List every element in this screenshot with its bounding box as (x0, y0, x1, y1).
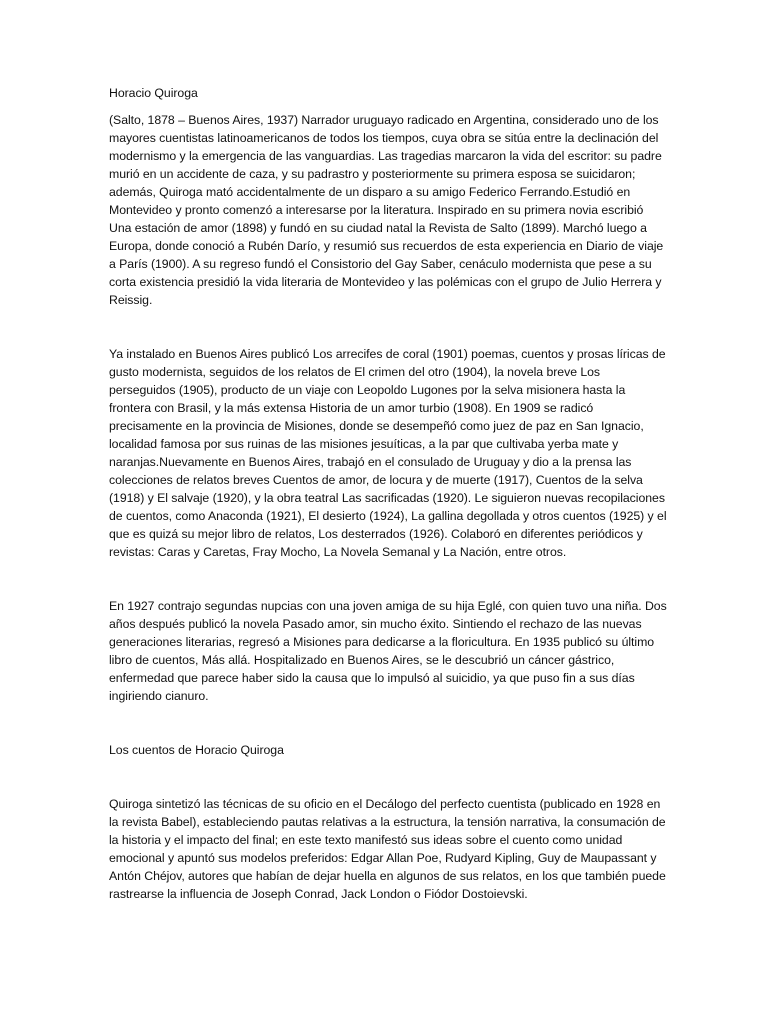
spacer (109, 102, 669, 111)
section-title: Los cuentos de Horacio Quiroga (109, 743, 284, 757)
paragraph-cuentos: Quiroga sintetizó las técnicas de su oficio en el Decálogo del perfecto cuentista (publicado en 1928 en la revista Babel), estableciendo pautas relativas a la estructura, la tensión narrativa, la consumación de la historia y el impacto del final; en este texto manifestó sus ideas sobre el cuento como unidad emocional y apuntó sus modelos preferidos: Edgar Allan Poe, Rudyard Kipling, Guy de Maupassant y Antón Chéjov, autores que habían de dejar huella en algunos de sus relatos, en los que también puede rastrearse la influencia de Joseph Conrad, Jack London o Fiódor Dostoievski. (109, 797, 666, 901)
paragraph-buenos-aires: Ya instalado en Buenos Aires publicó Los arrecifes de coral (1901) poemas, cuentos y prosas líricas de gusto modernista, seguidos de los relatos de El crimen del otro (1904), la novela breve Los perseguidos (1905), producto de un viaje con Leopoldo Lugones por la selva misionera hasta la frontera con Brasil, y la más extensa Historia de un amor turbio (1908). En 1909 se radicó precisamente en la provincia de Misiones, donde se desempeñó como juez de paz en San Ignacio, localidad famosa por sus ruinas de las misiones jesuíticas, a la par que cultivaba yerba mate y naranjas.Nuevamente en Buenos Aires, trabajó en el consulado de Uruguay y dio a la prensa las colecciones de relatos breves Cuentos de amor, de locura y de muerte (1917), Cuentos de la selva (1918) y El salvaje (1920), y la obra teatral Las sacrificadas (1920). Le siguieron nuevas recopilaciones de cuentos, como Anaconda (1921), El desierto (1924), La gallina degollada y otros cuentos (1925) y el que es quizá su mejor libro de relatos, Los desterrados (1926). Colaboró en diferentes periódicos y revistas: Caras y Caretas, Fray Mocho, La Novela Semanal y La Nación, entre otros. (109, 347, 667, 559)
document-page (109, 84, 669, 903)
spacer (109, 705, 669, 741)
document-title: Horacio Quiroga (109, 86, 198, 100)
spacer (109, 759, 669, 795)
paragraph-biography: (Salto, 1878 – Buenos Aires, 1937) Narrador uruguayo radicado en Argentina, considerado uno de los mayores cuentistas latinoamericanos de todos los tiempos, cuya obra se sitúa entre la declinación del modernismo y la emergencia de las vanguardias. Las tragedias marcaron la vida del escritor: su padre murió en un accidente de caza, y su padrastro y posteriormente su primera esposa se suicidaron; además, Quiroga mató accidentalmente de un disparo a su amigo Federico Ferrando.Estudió en Montevideo y pronto comenzó a interesarse por la literatura. Inspirado en su primera novia escribió Una estación de amor (1898) y fundó en su ciudad natal la Revista de Salto (1899). Marchó luego a Europa, donde conoció a Rubén Darío, y resumió sus recuerdos de esta experiencia en Diario de viaje a París (1900). A su regreso fundó el Consistorio del Gay Saber, cenáculo modernista que pese a su corta existencia presidió la vida literaria de Montevideo y las polémicas con el grupo de Julio Herrera y Reissig. (109, 113, 664, 307)
paragraph-later-life: En 1927 contrajo segundas nupcias con una joven amiga de su hija Eglé, con quien tuvo una niña. Dos años después publicó la novela Pasado amor, sin mucho éxito. Sintiendo el rechazo de las nuevas generaciones literarias, regresó a Misiones para dedicarse a la floricultura. En 1935 publicó su último libro de cuentos, Más allá. Hospitalizado en Buenos Aires, se le descubrió un cáncer gástrico, enfermedad que parece haber sido la causa que lo impulsó al suicidio, ya que puso fin a sus días ingiriendo cianuro. (109, 599, 667, 703)
spacer (109, 309, 669, 345)
spacer (109, 561, 669, 597)
